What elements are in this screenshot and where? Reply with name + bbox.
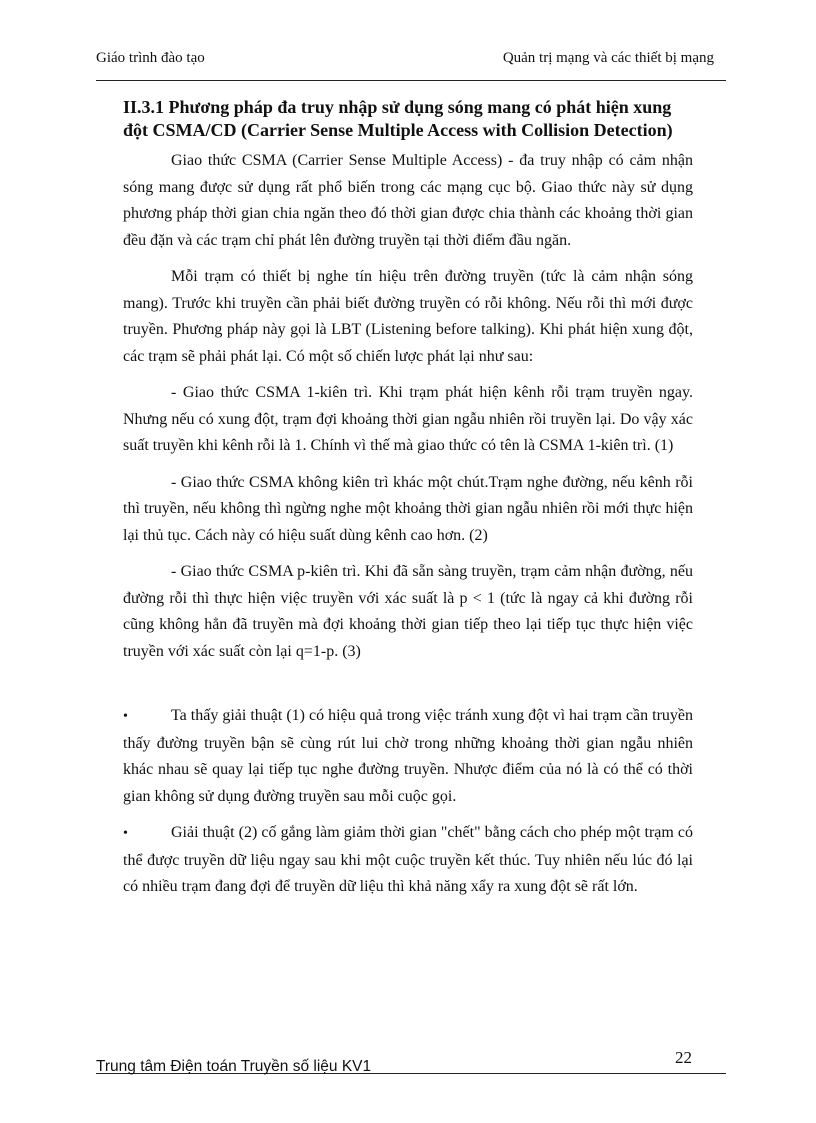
paragraph-lbt: Mỗi trạm có thiết bị nghe tín hiệu trên đường truyền (tức là cảm nhận sóng mang). Trước khi truyền cần phải biết đường truyền có rỗi không. Nếu rỗi thì mới được truyền. Phương pháp này gọi là LBT (Listening before talking). Khi phát hiện xung đột, các trạm sẽ phải phát lại. Có một số chiến lược phát lại như sau: [123,268,693,365]
list-item-text: Ta thấy giải thuật (1) có hiệu quả trong việc tránh xung đột vì hai trạm cần truyền thấy đường truyền bận sẽ cùng rút lui chờ trong những khoảng thời gian ngẫu nhiên khác nhau sẽ quay lại tiếp tục nghe đường truyền. Nhược điểm của nó là có thể có thời gian không sử dụng đường truyền sau mỗi cuộc gọi. [123,707,693,805]
header-divider [96,80,726,81]
bullet-icon: • [123,709,128,724]
paragraph-csma-intro: Giao thức CSMA (Carrier Sense Multiple Access) - đa truy nhập có cảm nhận sóng mang được sử dụng rất phổ biến trong các mạng cục bộ. Giao thức này sử dụng phương pháp thời gian chia ngăn theo đó thời gian được chia thành các khoảng thời gian đều đặn và các trạm chỉ phát lên đường truyền tại thời điểm đầu ngăn. [123,152,693,249]
paragraph-csma-non-persistent: - Giao thức CSMA không kiên trì khác một chút.Trạm nghe đường, nếu kênh rỗi thì truyền, nếu không thì ngừng nghe một khoảng thời gian ngẫu nhiên rồi mới thực hiện lại thủ tục. Cách này có hiệu suất dùng kênh cao hơn. (2) [123,473,693,544]
list-item-text: Giải thuật (2) cố gắng làm giảm thời gian "chết" bằng cách cho phép một trạm có thể được truyền dữ liệu ngay sau khi một cuộc truyền kết thúc. Tuy nhiên nếu lúc đó lại có nhiều trạm đang đợi để truyền dữ liệu thì khả năng xẩy ra xung đột sẽ rất lớn. [123,824,693,895]
page-header [96,50,720,70]
list-item [123,703,693,810]
page-number: 22 [675,1048,692,1067]
header-book-title: Giáo trình đào tạo [96,50,205,66]
header-chapter-title: Quản trị mạng và các thiết bị mạng [502,50,714,66]
footer-organization: Trung tâm Điện toán Truyền số liệu KV1 [96,1058,372,1075]
bullet-list [123,703,693,901]
paragraph-csma-1-persistent: - Giao thức CSMA 1-kiên trì. Khi trạm phát hiện kênh rỗi trạm truyền ngay. Nhưng nếu có xung đột, trạm đợi khoảng thời gian ngẫu nhiên rồi truyền lại. Do vậy xác suất truyền khi kênh rỗi là 1. Chính vì thế mà giao thức có tên là CSMA 1-kiên trì. (1) [123,384,693,454]
section-title: II.3.1 Phương pháp đa truy nhập sử dụng sóng mang có phát hiện xung đột CSMA/CD (Carrier Sense Multiple Access with Collision Detection) [123,97,673,140]
bullet-icon: • [123,826,128,841]
paragraph-csma-p-persistent: - Giao thức CSMA p-kiên trì. Khi đã sẵn sàng truyền, trạm cảm nhận đường, nếu đường rỗi thì thực hiện việc truyền với xác suất là p < 1 (tức là ngay cả khi đường rỗi cũng không hẳn đã truyền mà đợi khoảng thời gian tiếp theo lại tiếp tục thực hiện việc truyền với xác suất còn lại q=1-p. (3) [123,563,693,660]
page-content [123,96,693,911]
list-item [123,820,693,901]
